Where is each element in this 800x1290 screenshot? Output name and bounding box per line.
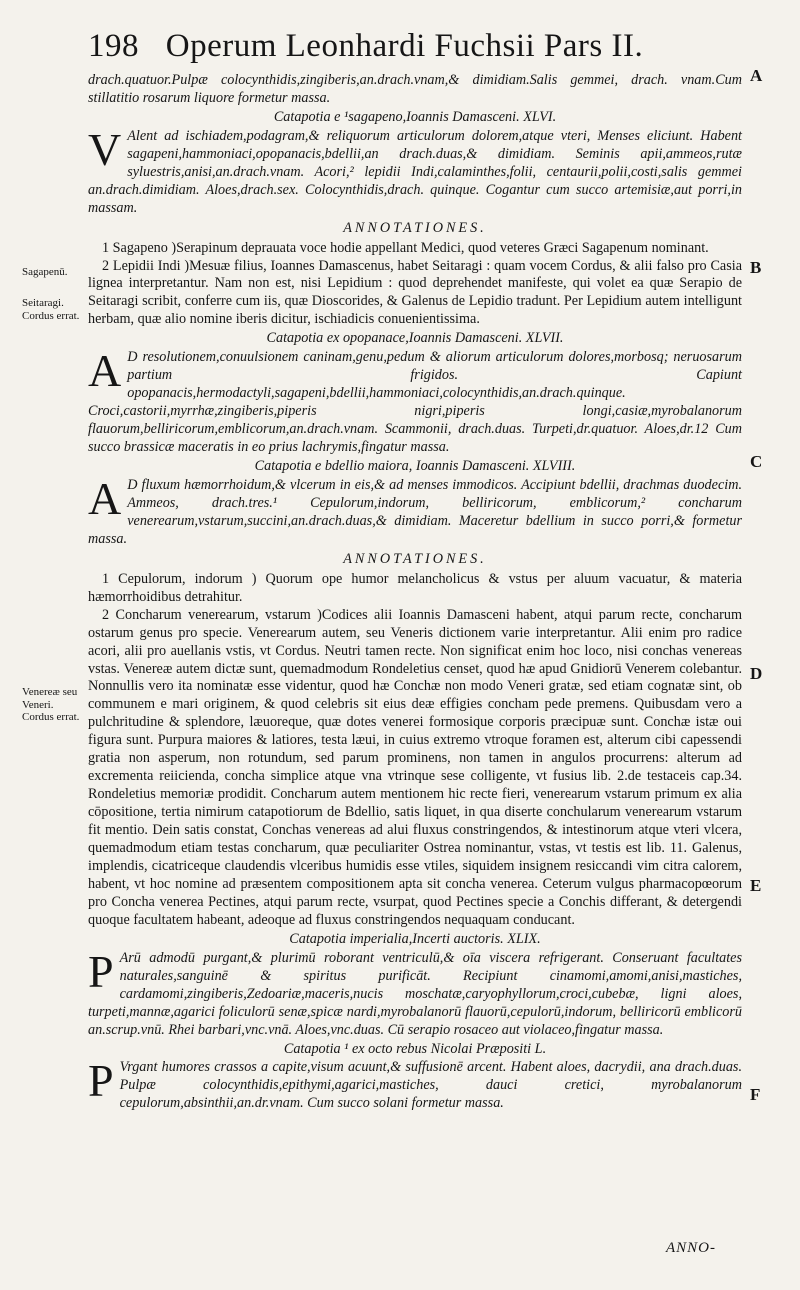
recipe-50: P Vrgant humores crassos a capite,visum acuunt,& suffusionē arcent. Habent aloes, dacrydii, ana drach.duas. Pulpæ colocynthidis,epithymi,agarici,mastiches, dauci cretici, myrobalanorum cepulorum,absinthii,an.dr.vnam. Cum succo solani formetur massa. xyxy=(88,1055,742,1112)
annotation-note: 2 Concharum venerearum, vstarum )Codices alii Ioannis Damasceni habent, atqui parum recte, concharum ostarum genus pro specie. Venerearum autem, seu Veneris dictionem varie interpretantur. Alii enim pro radice acori, alii pro auellanis vstis, vt Cordus. Neutri tamen recte. Non significat enim hoc loco, nisi conchas venereas vstas. Venereæ autem dictæ sunt, quemadmodum Rondeletius censet, quod hæ apud Gnidiorū Venerem colebantur. Nonnullis vero ita nominatæ esse videntur, quod hæ Conchæ non modo Veneri gratæ, sed etiam cognatæ sint, ob communem e mari originem, & quod celebris sit eius deæ effigies concham pede premens. Quibusdam vero a pulchritudine & splendore, læuoreque, quæ dotes venerei formosique corporis præcipuæ sunt. Conchæ istæ oui figura sunt. Purpura maiores & latiores, testa læui, in cuius extremo vtroque foramen est, alterum cibi capessendi gratia non asperum, non rotundum, sed parum prominens, non tamen in angulos procurrens: alterum ad excrementa reiicienda, concha simplice atque vna vtrinque sese colligente, vt fusius lib. 2.de testaceis cap.34. Rondeletius memoriæ prodidit. Concharum autem mentionem hic recte fieri, venerearum vstarum primum ex alia cōpositione, tertia nimirum catapotiorum de Bdellio, satis liquet, in qua diserte conchularum venerearum vstarum fit mentio. Dein satis constat, Conchas venereas ad alui fluxus constringendos, & intestinorum atque vteri vlcera, quemadmodum etiam testas concharum, quæ peculiariter Ostrea nominantur, vstas, vt testis est lib. 11. Galenus, implendis, cicatriceque claudendis vlceribus humidis esse vtiles, siquidem insignem resiccandi vim citra calorem, habent, vt hoc nomine ad præsentem compositionem apta sit concha venerea. Ceterum vulgus pharmacopœorum pro Concha venerea Pectines, atqui parum recte, vsurpat, quod Pectines specie a Conchis differant, & detergendi quoque facultatem habeant, adeoque ad fluxus constringendos nequaquam conducant. xyxy=(88,606,742,928)
section-letter-f: F xyxy=(750,1085,761,1104)
recipe-49: P Arū admodū purgant,& plurimū roborant ventriculū,& oīa viscera refrigerant. Conseruant facultates naturales,sanguinē & spiritus purificāt. Recipiunt cinamomi,amomi,anisi,mastiches, cardamomi,zingiberis,Zedoariæ,maceris,nucis moschatæ,caryophyllorum,croci,cubebæ, ligni aloes, turpeti,mannæ,agarici foliculorū senæ,spicæ nardi,myrobalanorū flauorū,cepulorū,indorum, belliricorū emblicorū an.scrup.vnū. Rhei barbari,vnc.vnā. Aloes,vnc.duas. Cū serapio rosaceo aut violaceo,fingatur massa. xyxy=(88,945,742,1038)
section-letter-e: E xyxy=(750,876,762,895)
page-header xyxy=(88,26,728,66)
section-letter-d: D xyxy=(750,664,763,683)
drop-cap: V xyxy=(88,123,122,175)
annotation-note: 2 Lepidii Indi )Mesuæ filius, Ioannes Damascenus, habet Seitaragi : quam vocem Cordus, & alii falso pro Casia lignea interpretantur. Nam non est, nisi Lepidium : quod deprehendet manifeste, qui volet ea quæ Serapio de Seitaragi scribit, conferre cum iis, quæ Dioscorides, & Galenus de Lepidio tradunt. Per Lepidium autem intelligunt herbam, quæ alio nomine iberis dicitur, ischiadicis conuenientissima. xyxy=(88,257,742,328)
running-title: Operum Leonhardi Fuchsii Pars II. xyxy=(165,28,644,64)
annotations-heading: ANNOTATIONES. xyxy=(343,550,487,567)
drop-cap: A xyxy=(88,472,122,524)
recipe-title-46: Catapotia e ¹sagapeno,Ioannis Damasceni. XLVI. xyxy=(273,108,557,125)
recipe-title-50: Catapotia ¹ ex octo rebus Nicolai Præpositi L. xyxy=(283,1040,547,1057)
drop-cap: P xyxy=(88,1055,114,1107)
annotation-note: 1 Sagapeno )Serapinum deprauata voce hodie appellant Medici, quod veteres Græci Sagapenum nominant. xyxy=(102,239,709,256)
margin-note-venereae: Venereæ seu Veneri. Cordus errat. xyxy=(22,686,80,723)
section-letter-a: A xyxy=(750,66,763,85)
drop-cap: P xyxy=(88,945,114,997)
margin-note-seitaragi: Seitaragi. Cordus errat. xyxy=(22,297,80,322)
margin-note-sagapenum: Sagapenū. xyxy=(22,266,68,278)
recipe-title-49: Catapotia imperialia,Incerti auctoris. XLIX. xyxy=(289,930,541,947)
main-text xyxy=(88,72,742,1113)
annotations-heading: ANNOTATIONES. xyxy=(343,219,487,236)
drop-cap: A xyxy=(88,345,122,397)
section-letter-b: B xyxy=(750,258,762,277)
recipe-title-47: Catapotia ex opopanace,Ioannis Damasceni. XLVII. xyxy=(266,330,564,347)
section-letter-c: C xyxy=(750,452,763,471)
annotation-note: 1 Cepulorum, indorum ) Quorum ope humor melancholicus & vstus per aluum vacuatur, & materia hæmorrhoidibus detrahitur. xyxy=(88,570,742,605)
recipe-title-48: Catapotia e bdellio maiora, Ioannis Damasceni. XLVIII. xyxy=(254,458,576,475)
recipe-continuation: drach.quatuor.Pulpæ colocynthidis,zingiberis,an.drach.vnam,& dimidiam.Salis gemmei, drach. vnam.Cum stillatitio rosarum liquore formetur massa. xyxy=(88,72,742,106)
page-number: 198 xyxy=(88,28,139,64)
recipe-46: V Alent ad ischiadem,podagram,& reliquorum articulorum dolorem,atque vteri, Menses eliciunt. Habent sagapeni,hammoniaci,opopanacis,bdellii,an drach.duas,& dimidiam. Seminis apii,ammeos,rutæ syluestris,anisi,an.drach.vnam. Acori,² lepidii Indi,calaminthes,folii, centaurii,polii,costi,salis gemmei an.drach.dimidiam. Aloes,drach.sex. Colocynthidis,drach. quinque. Cogantur cum succo artemisiæ,aut porri,in massam. xyxy=(88,123,742,216)
catchword: ANNO- xyxy=(666,1240,716,1256)
recipe-48: A D fluxum hæmorrhoidum,& vlcerum in eis,& ad menses immodicos. Accipiunt bdellii, drachmas duodecim. Ammeos, drach.tres.¹ Cepulorum,indorum, belliricorum, emblicorum,² concharum venerearum,vstarum,succini,an.drach.duas,& dimidiam. Maceretur bdellium in succo porri,& formetur massa. xyxy=(88,472,742,547)
recipe-47: A D resolutionem,conuulsionem caninam,genu,pedum & aliorum articulorum dolores,morbosq; neruosarum partium frigidos. Capiunt opopanacis,hermodactyli,sagapeni,bdellii,hammoniaci,colocynthidis,an.drach.quinque. Croci,castorii,myrrhæ,zingiberis,piperis nigri,piperis longi,casiæ,myrobalanorum flauorum,belliricorum,emblicorum,an.drach.vnam. Scammonii, drach.duas. Turpeti,dr.quatuor. Aloes,dr.12 Cum succo brassicæ maceratis in eo prius lachrymis,fingatur massa. xyxy=(88,345,742,456)
